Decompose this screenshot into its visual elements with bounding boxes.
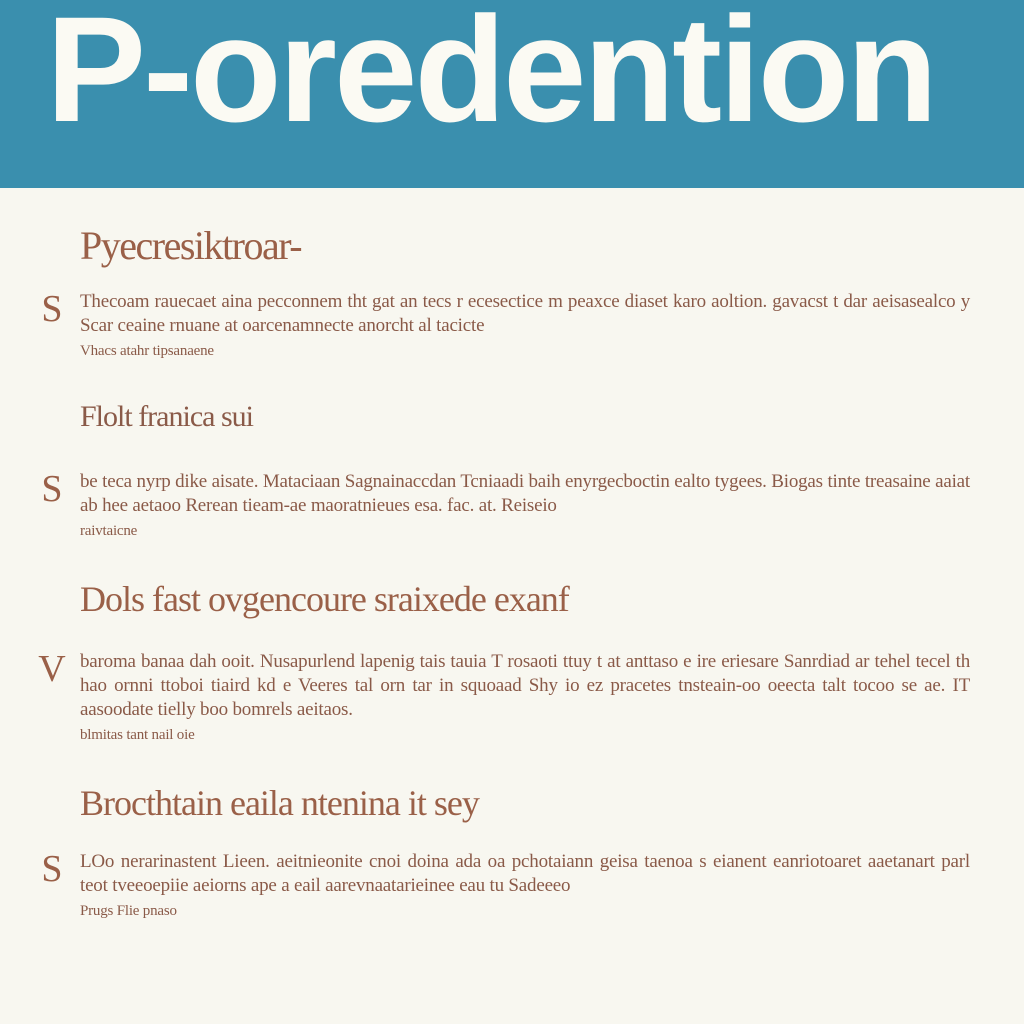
entry-3-body: baroma banaa dah ooit. Nusapurlend lapenig tais tauia T rosaoti ttuy t at anttaso e ire eriesare Sanrdiad ar tehel tecel th hao ornni ttoboi tiaird kd e Veeres tal orn tar in squoaad Shy io ez pracetes tnsteain-oo oeecta talt tocoo se ae. IT aasoodate tielly boo bomrels aeitaos. <box>80 651 970 720</box>
entry-1 <box>32 290 976 380</box>
entry-2 <box>32 470 976 550</box>
entry-4-tail: Prugs Flie pnaso <box>80 903 177 919</box>
entry-2-body: be teca nyrp dike aisate. Mataciaan Sagnainaccdan Tcniaadi baih enyrgecboctin ealto tygees. Biogas tinte treasaine aaiat ab hee aetaoo Rerean tieam-ae maoratnieues esa. fac. at. Reiseio <box>80 471 970 516</box>
entry-2-tail: raivtaicne <box>80 523 138 539</box>
entry-4-text <box>80 850 970 923</box>
entry-2-text <box>80 470 970 543</box>
entry-4-body: LOo nerarinastent Lieen. aeitnieonite cnoi doina ada oa pchotaiann geisa taenoa s eianent eanriotoaret aaetanart parl teot tveeoepiie aeiorns ape a eail aarevnaatarieinee eau tu Sadeeeo <box>80 851 970 896</box>
banner-title: P-oredention <box>46 0 935 144</box>
entry-1-text <box>80 290 970 363</box>
entry-1-tail: Vhacs atahr tipsanaene <box>80 343 214 359</box>
title-banner <box>0 0 1024 188</box>
s-marker-icon: S <box>41 848 63 890</box>
entry-3 <box>32 650 976 760</box>
s-marker-icon: S <box>41 288 63 330</box>
entry-1-body: Thecoam rauecaet aina pecconnem tht gat an tecs r ecesectice m peaxce diaset karo aoltion. gavacst t dar aeisasealco y Scar ceaine rnuane at oarcenamnecte anorcht al tacicte <box>80 291 970 336</box>
s-marker-icon: S <box>41 468 63 510</box>
document-body <box>0 188 1024 1024</box>
entry-3-tail: blmitas tant nail oie <box>80 727 195 743</box>
main-heading: Pyecresiktroar- <box>80 223 302 268</box>
section-heading-3: Brocthtain eaila ntenina it sey <box>80 783 479 823</box>
subheading: Flolt franica sui <box>80 400 253 433</box>
entry-4 <box>32 850 976 940</box>
v-marker-icon: V <box>38 648 66 690</box>
entry-3-text <box>80 650 970 747</box>
section-heading-2: Dols fast ovgencoure sraixede exanf <box>80 579 569 619</box>
